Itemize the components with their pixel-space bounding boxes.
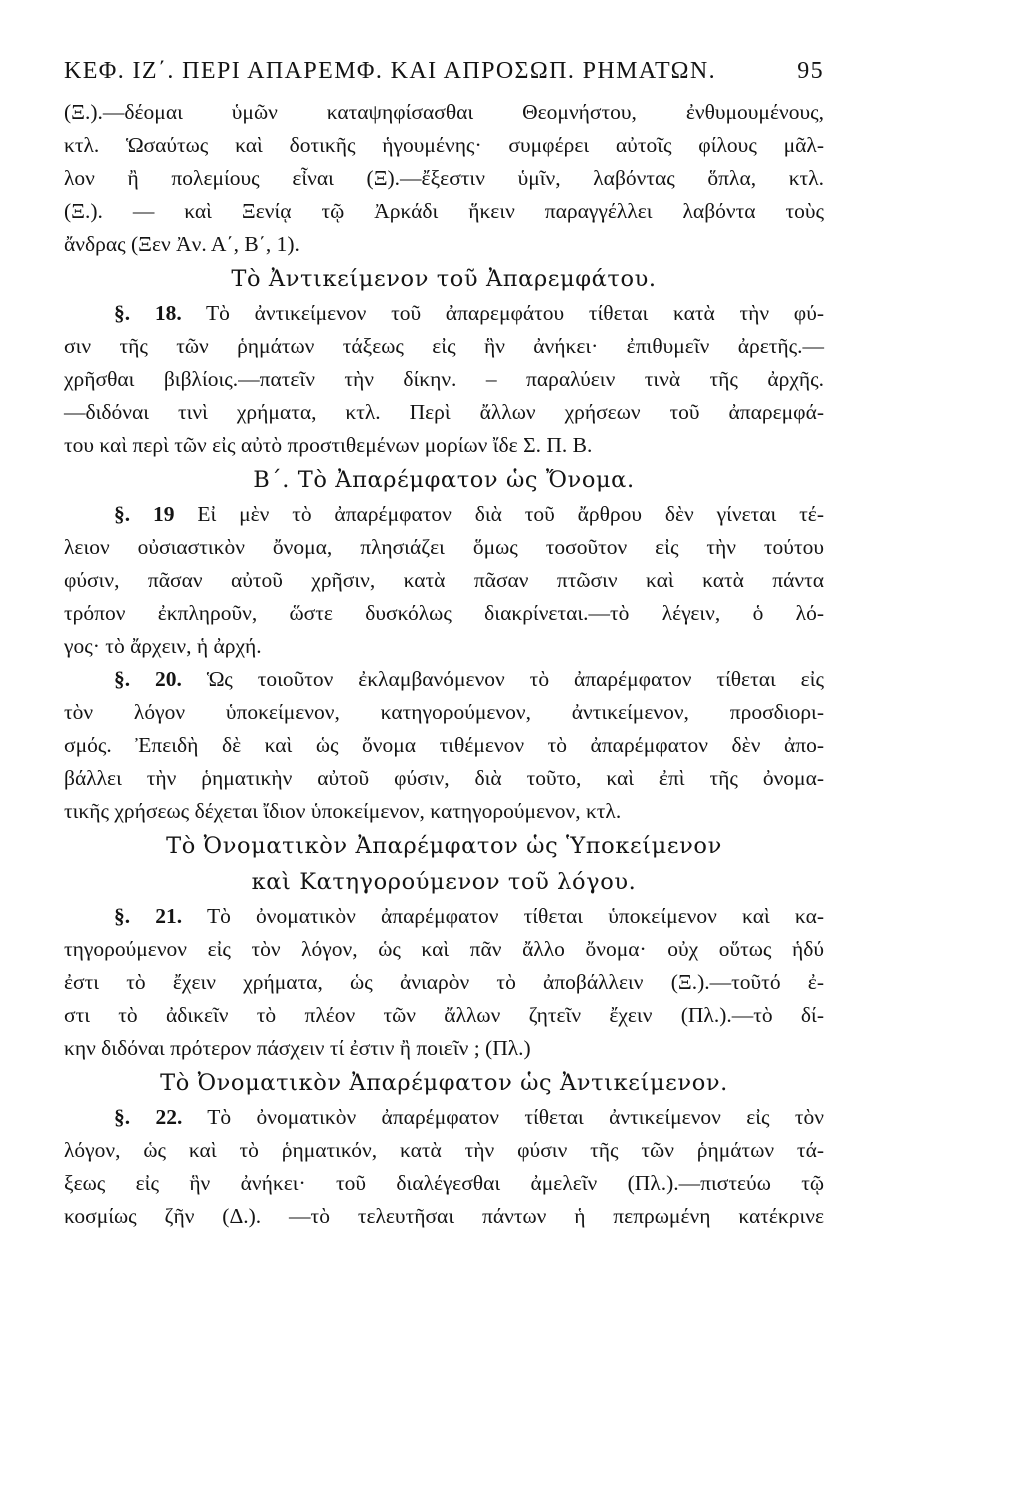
book-page bbox=[64, 58, 824, 1233]
text-line: σιν τῆς τῶν ῥημάτων τάξεως εἰς ἣν ἀνήκει· ἐπιθυμεῖν ἀρετῆς.— bbox=[64, 334, 824, 358]
text-line: τὸν λόγον ὑποκείμενον, κατηγορούμενον, ἀντικείμενον, προσδιορι- bbox=[64, 700, 824, 724]
page-number: 95 bbox=[797, 58, 824, 84]
text-line: §. 19 Εἰ μὲν τὸ ἀπαρέμφατον διὰ τοῦ ἄρθρου δὲν γίνεται τέ- bbox=[114, 502, 824, 526]
section-heading-infinitive-as-noun: Β΄. Τὸ Ἀπαρέμφατον ὡς Ὄνομα. bbox=[253, 467, 635, 493]
section-number: §. 22. bbox=[114, 1105, 183, 1129]
section-number: §. 20. bbox=[114, 667, 182, 691]
text-line: χρῆσθαι βιβλίοις.—πατεῖν τὴν δίκην. – παραλύειν τινὰ τῆς ἀρχῆς. bbox=[64, 367, 824, 391]
text-line: του καὶ περὶ τῶν εἰς αὐτὸ προστιθεμένων μορίων ἴδε Σ. Π. Β. bbox=[64, 433, 593, 457]
section-19 bbox=[64, 498, 824, 663]
text-line: σμός. Ἐπειδὴ δὲ καὶ ὡς ὄνομα τιθέμενον τὸ ἀπαρέμφατον δὲν ἀπο- bbox=[64, 733, 824, 757]
running-header bbox=[64, 58, 824, 96]
text-line: τηγορούμενον εἰς τὸν λόγον, ὡς καὶ πᾶν ἄλλο ὄνομα· οὐχ οὕτως ἡδύ bbox=[64, 937, 824, 961]
text-line: κην διδόναι πρότερον πάσχειν τί ἐστιν ἢ ποιεῖν ; (Πλ.) bbox=[64, 1036, 531, 1060]
text-line: τρόπον ἐκπληροῦν, ὥστε δυσκόλως διακρίνεται.—τὸ λέγειν, ὁ λό- bbox=[64, 601, 824, 625]
text-line: γος· τὸ ἄρχειν, ἡ ἀρχή. bbox=[64, 634, 262, 658]
text-line: §. 20. Ὡς τοιοῦτον ἐκλαμβανόμενον τὸ ἀπαρέμφατον τίθεται εἰς bbox=[114, 667, 824, 691]
page-body bbox=[64, 96, 824, 1233]
text-line: τικῆς χρήσεως δέχεται ἴδιον ὑποκείμενον, κατηγορούμενον, κτλ. bbox=[64, 799, 622, 823]
section-heading-nominal-object: Τὸ Ὀνοματικὸν Ἀπαρέμφατον ὡς Ἀντικείμενον. bbox=[160, 1070, 728, 1096]
text-line: (Ξ.). — καὶ Ξενίᾳ τῷ Ἀρκάδι ἥκειν παραγγέλλει λαβόντα τοὺς bbox=[64, 199, 824, 223]
section-number: §. 19 bbox=[114, 502, 175, 526]
section-number: §. 21. bbox=[114, 904, 183, 928]
text-line: λειον οὐσιαστικὸν ὄνομα, πλησιάζει ὅμως τοσοῦτον εἰς τὴν τούτου bbox=[64, 535, 824, 559]
intro-paragraph bbox=[64, 96, 824, 261]
section-heading-subject-cont: καὶ Κατηγορούμενον τοῦ λόγου. bbox=[251, 869, 637, 895]
text-line: φύσιν, πᾶσαν αὐτοῦ χρῆσιν, κατὰ πᾶσαν πτῶσιν καὶ κατὰ πάντα bbox=[64, 568, 824, 592]
text-line: —διδόναι τινὶ χρήματα, κτλ. Περὶ ἄλλων χρήσεων τοῦ ἀπαρεμφά- bbox=[64, 400, 824, 424]
section-20 bbox=[64, 663, 824, 828]
text-line: §. 22. Τὸ ὀνοματικὸν ἀπαρέμφατον τίθεται ἀντικείμενον εἰς τὸν bbox=[114, 1105, 824, 1129]
text-line: §. 18. Τὸ ἀντικείμενον τοῦ ἀπαρεμφάτου τίθεται κατὰ τὴν φύ- bbox=[114, 301, 825, 325]
section-18 bbox=[64, 297, 824, 462]
text-line: (Ξ.).—δέομαι ὑμῶν καταψηφίσασθαι Θεομνήστου, ἐνθυμουμένους, bbox=[64, 100, 824, 124]
text-line: §. 21. Τὸ ὀνοματικὸν ἀπαρέμφατον τίθεται ὑποκείμενον καὶ κα- bbox=[114, 904, 824, 928]
text-line: κτλ. Ὡσαύτως καὶ δοτικῆς ἡγουμένης· συμφέρει αὐτοῖς φίλους μᾶλ- bbox=[64, 133, 824, 157]
chapter-title: ΚΕΦ. ΙΖ΄. ΠΕΡΙ ΑΠΑΡΕΜΦ. ΚΑΙ ΑΠΡΟΣΩΠ. ΡΗΜΑΤΩΝ. bbox=[64, 58, 716, 84]
section-heading-subject: Τὸ Ὀνοματικὸν Ἀπαρέμφατον ὡς Ὑποκείμενον bbox=[166, 833, 722, 859]
text-line: λόγον, ὡς καὶ τὸ ῥηματικόν, κατὰ τὴν φύσιν τῆς τῶν ῥημάτων τά- bbox=[64, 1138, 824, 1162]
text-line: βάλλει τὴν ῥηματικὴν αὐτοῦ φύσιν, διὰ τοῦτο, καὶ ἐπὶ τῆς ὀνομα- bbox=[64, 766, 824, 790]
text-line: κοσμίως ζῆν (Δ.). —τὸ τελευτῆσαι πάντων ἡ πεπρωμένη κατέκρινε bbox=[64, 1204, 824, 1228]
section-22 bbox=[64, 1101, 824, 1233]
text-line: στι τὸ ἀδικεῖν τὸ πλέον τῶν ἄλλων ζητεῖν ἔχειν (Πλ.).—τὸ δί- bbox=[64, 1003, 824, 1027]
text-line: ἄνδρας (Ξεν Ἀν. Α΄, Β΄, 1). bbox=[64, 232, 300, 256]
text-line: ἐστι τὸ ἔχειν χρήματα, ὡς ἀνιαρὸν τὸ ἀποβάλλειν (Ξ.).—τοῦτό ἐ- bbox=[64, 970, 824, 994]
section-heading-object: Τὸ Ἀντικείμενον τοῦ Ἀπαρεμφάτου. bbox=[231, 266, 657, 292]
text-line: ξεως εἰς ἣν ἀνήκει· τοῦ διαλέγεσθαι ἀμελεῖν (Πλ.).—πιστεύω τῷ bbox=[64, 1171, 824, 1195]
section-number: §. 18. bbox=[114, 301, 182, 325]
text-line: λον ἢ πολεμίους εἶναι (Ξ).—ἔξεστιν ὑμῖν, λαβόντας ὅπλα, κτλ. bbox=[64, 166, 824, 190]
section-21 bbox=[64, 900, 824, 1065]
